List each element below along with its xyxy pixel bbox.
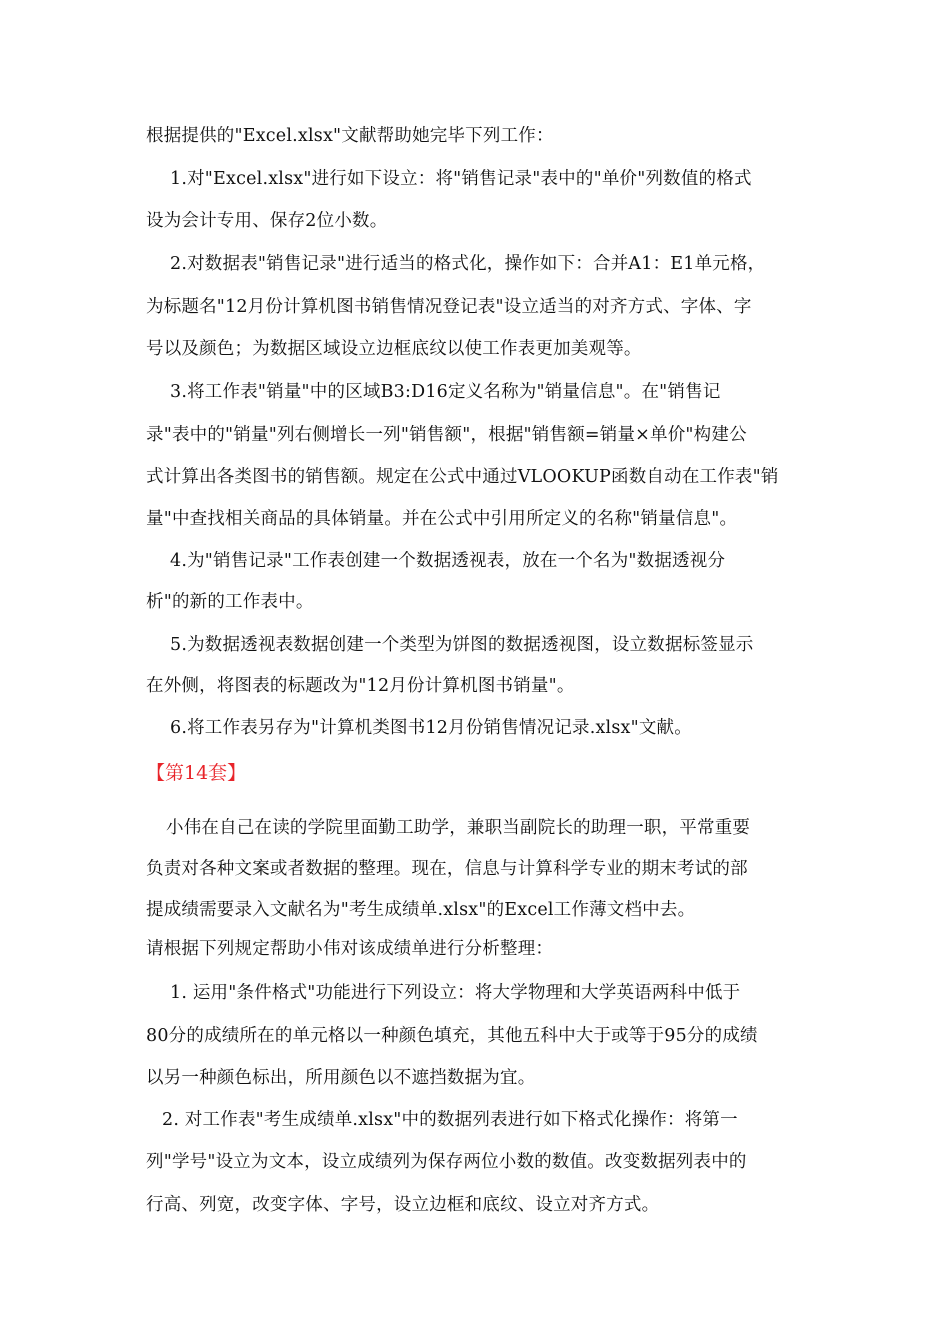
paragraph-item-5-line-1: 5.为数据透视表数据创建一个类型为饼图的数据透视图，设立数据标签显示 (170, 635, 754, 655)
paragraph-intro: 根据提供的"Excel.xlsx"文献帮助她完毕下列工作： (146, 126, 554, 146)
paragraph-task-2-line-2: 列"学号"设立为文本，设立成绩列为保存两位小数的数值。改变数据列表中的 (146, 1152, 747, 1172)
paragraph-item-3-line-2: 录"表中的"销量"列右侧增长一列"销售额"，根据"销售额=销量×单价"构建公 (146, 425, 747, 445)
paragraph-instruction: 请根据下列规定帮助小伟对该成绩单进行分析整理： (146, 939, 554, 959)
paragraph-task-1-line-2: 80分的成绩所在的单元格以一种颜色填充，其他五科中大于或等于95分的成绩 (146, 1026, 758, 1046)
paragraph-item-4-line-1: 4.为"销售记录"工作表创建一个数据透视表，放在一个名为"数据透视分 (170, 551, 726, 571)
paragraph-item-1-line-2: 设为会计专用、保存2位小数。 (146, 211, 388, 231)
paragraph-scenario-line-2: 负责对各种文案或者数据的整理。现在，信息与计算科学专业的期末考试的部 (146, 859, 748, 879)
paragraph-scenario-line-1: 小伟在自己在读的学院里面勤工助学，兼职当副院长的助理一职，平常重要 (166, 818, 751, 838)
paragraph-item-3-line-3: 式计算出各类图书的销售额。规定在公式中通过VLOOKUP函数自动在工作表"销 (146, 467, 779, 487)
paragraph-item-4-line-2: 析"的新的工作表中。 (146, 592, 314, 612)
section-heading: 【第14套】 (146, 762, 247, 784)
paragraph-item-6: 6.将工作表另存为"计算机类图书12月份销售情况记录.xlsx"文献。 (170, 718, 692, 738)
paragraph-task-1-line-1: 1. 运用"条件格式"功能进行下列设立：将大学物理和大学英语两科中低于 (170, 983, 741, 1003)
paragraph-item-2-line-3: 号以及颜色；为数据区域设立边框底纹以使工作表更加美观等。 (146, 339, 642, 359)
paragraph-item-2-line-1: 2.对数据表"销售记录"进行适当的格式化，操作如下：合并A1：E1单元格， (170, 254, 766, 274)
paragraph-task-2-line-3: 行高、列宽，改变字体、字号，设立边框和底纹、设立对齐方式。 (146, 1195, 660, 1215)
paragraph-task-2-line-1: 2. 对工作表"考生成绩单.xlsx"中的数据列表进行如下格式化操作：将第一 (162, 1110, 738, 1130)
paragraph-item-5-line-2: 在外侧，将图表的标题改为"12月份计算机图书销量"。 (146, 676, 575, 696)
paragraph-item-1-line-1: 1.对"Excel.xlsx"进行如下设立：将"销售记录"表中的"单价"列数值的格式 (170, 169, 752, 189)
paragraph-scenario-line-3: 提成绩需要录入文献名为"考生成绩单.xlsx"的Excel工作薄文档中去。 (146, 900, 696, 920)
paragraph-item-3-line-4: 量"中查找相关商品的具体销量。并在公式中引用所定义的名称"销量信息"。 (146, 509, 738, 529)
paragraph-task-1-line-3: 以另一种颜色标出，所用颜色以不遮挡数据为宜。 (146, 1068, 536, 1088)
paragraph-item-3-line-1: 3.将工作表"销量"中的区域B3:D16定义名称为"销量信息"。在"销售记 (170, 382, 721, 402)
paragraph-item-2-line-2: 为标题名"12月份计算机图书销售情况登记表"设立适当的对齐方式、字体、字 (146, 297, 752, 317)
